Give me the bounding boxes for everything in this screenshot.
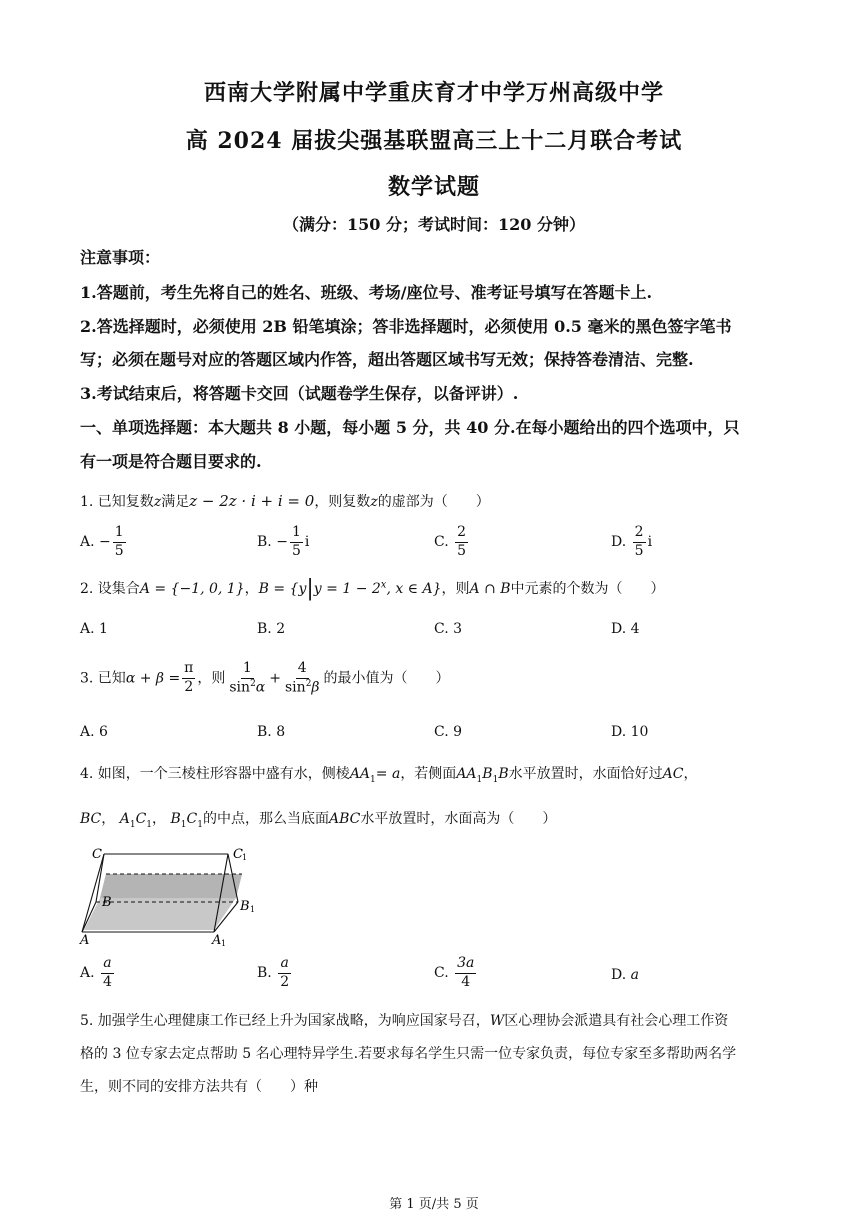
edge-bc: BC (80, 811, 102, 827)
option-label: A. (80, 534, 95, 550)
beta: β (311, 679, 320, 696)
q1-post2: 的虚部为（ ） (377, 494, 490, 510)
q3-option-d[interactable]: D. 10 (611, 724, 649, 740)
frac-num: 4 (296, 660, 309, 679)
q4-mid: ，若侧面 (400, 766, 457, 782)
q1-z2: z (370, 494, 378, 510)
q3-post: 的最小值为（ ） (323, 670, 450, 687)
sub: 1 (180, 819, 187, 830)
q4-pre: 4. 如图，一个三棱柱形容器中盛有水，侧棱 (80, 766, 350, 782)
face-end: B (498, 766, 509, 782)
intersection: A ∩ B (469, 581, 511, 597)
sin: sin (285, 679, 306, 696)
edge-b1c1: B (170, 811, 181, 827)
option-label: D. (611, 534, 627, 550)
comma: ， (683, 766, 698, 782)
comma: ， (152, 811, 167, 827)
q3-pre: 3. 已知 (80, 670, 126, 687)
question-3 (80, 660, 450, 697)
exam-title: 高 2024 届拔尖强基联盟高三上十二月联合考试 (185, 128, 683, 154)
q2-option-a[interactable]: A. 1 (80, 621, 108, 637)
q1-option-b[interactable] (257, 524, 309, 560)
frac-num: 3a (455, 955, 476, 974)
edge-b1c1-c: C (186, 811, 198, 827)
question-5-line-2: 格的 3 位专家去定点帮助 5 名心理特异学生.若要求每名学生只需一位专家负责，每位专家至多帮助两名学 (80, 1046, 737, 1062)
option-label: B. (257, 965, 272, 981)
section-heading: 一、单项选择题：本大题共 8 小题，每小题 5 分，共 40 分.在每小题给出的四个选项中，只 (80, 418, 740, 437)
label-b: B (102, 895, 112, 910)
q1-z: z (153, 494, 162, 510)
plus: + (269, 670, 281, 687)
set-a: A = {−1, 0, 1} (139, 581, 245, 597)
comma: ， (101, 811, 116, 827)
sub: 1 (197, 819, 203, 830)
sub: 1 (492, 774, 499, 785)
q2-option-b[interactable]: B. 2 (257, 621, 286, 637)
label-a1-sub: 1 (221, 939, 227, 948)
q3-option-b[interactable]: B. 8 (257, 724, 286, 740)
q2-option-c[interactable]: C. 3 (434, 621, 463, 637)
alpha: α (255, 679, 266, 696)
label-a: A (80, 933, 90, 948)
set-b-left: B = {y (258, 581, 307, 597)
edge-ac: AC (662, 766, 684, 782)
q1-pre: 1. 已知复数 (80, 494, 154, 510)
frac-num: 1 (290, 524, 303, 543)
q1-option-a[interactable] (80, 524, 128, 560)
frac-num: 1 (241, 660, 254, 679)
sub: 1 (129, 819, 136, 830)
label-b1: B (240, 899, 250, 914)
q2-post1: ，则 (441, 581, 470, 597)
q4-option-a[interactable] (80, 955, 116, 991)
q4-option-b[interactable] (257, 955, 293, 991)
q1-option-d[interactable] (611, 524, 652, 560)
frac-den: 2 (280, 973, 290, 990)
q4-option-d[interactable] (611, 967, 639, 983)
frac-den: 4 (103, 973, 112, 990)
base-abc: ABC (328, 811, 361, 827)
square: 2 (305, 678, 312, 689)
frac-den: 4 (461, 973, 471, 990)
notice-title: 注意事项： (80, 248, 161, 267)
label-c1-sub: 1 (242, 853, 248, 862)
notice-item-2: 2.答选择题时，必须使用 2B 铅笔填涂；答非选择题时，必须使用 0.5 毫米的黑色签字笔书 (80, 317, 732, 336)
option-sign: − (276, 534, 288, 550)
eq-a: = a (375, 766, 401, 782)
notice-item-1: 1.答题前，考生先将自己的姓名、班级、考场/座位号、准考证号填写在答题卡上. (80, 283, 653, 302)
q4-option-c[interactable] (434, 955, 478, 991)
option-label: A. (80, 965, 95, 981)
question-1 (80, 491, 490, 511)
frac-num: a (278, 955, 290, 974)
notice-item-2-cont: 写；必须在题号对应的答题区域内作答，超出答题区域书写无效；保持答卷清洁、完整. (80, 350, 694, 369)
set-bar: | (306, 576, 314, 601)
frac-num: π (182, 660, 195, 679)
option-suffix: i (304, 534, 310, 550)
q4-line2-mid: 的中点，那么当底面 (202, 811, 329, 827)
label-b1-sub: 1 (250, 905, 256, 914)
sub: 1 (146, 819, 153, 830)
frac-num: 2 (455, 524, 468, 543)
question-5-line-1 (80, 1010, 728, 1030)
q3-option-c[interactable]: C. 9 (434, 724, 463, 740)
subject-title: 数学试题 (387, 174, 480, 200)
q3-alpha-beta: α + β = (125, 670, 181, 687)
district-w: W (489, 1013, 505, 1029)
option-label: B. (257, 534, 272, 550)
set-b-end: , x ∈ A} (386, 581, 442, 597)
label-a1: A (212, 933, 222, 948)
face-b: B (482, 766, 493, 782)
option-label: C. (434, 534, 449, 550)
school-names: 西南大学附属中学重庆育才中学万州高级中学 (203, 80, 664, 106)
q2-option-d[interactable]: D. 4 (611, 621, 640, 637)
question-2 (80, 578, 665, 600)
option-value: a (630, 967, 639, 983)
q4-post: 水平放置时，水面恰好过 (508, 766, 663, 782)
frac-num: a (101, 955, 113, 974)
frac-den: 5 (457, 542, 467, 559)
question-4-line-2 (80, 808, 556, 830)
option-label: C. (434, 965, 449, 981)
question-5-line-3: 生，则不同的安排方法共有（ ）种 (80, 1079, 318, 1095)
frac-den: 5 (291, 542, 301, 559)
face: AA (456, 766, 477, 782)
sub: 1 (370, 774, 376, 785)
q4-line2-post: 水平放置时，水面高为（ ） (360, 811, 557, 827)
frac-den: 5 (114, 542, 124, 559)
q2-post2: 中元素的个数为（ ） (510, 581, 665, 597)
frac-den: 5 (634, 542, 644, 559)
frac-den: 2 (184, 678, 194, 695)
label-c: C (92, 847, 102, 862)
edge-a1c1: A (119, 811, 130, 827)
option-sign: − (99, 534, 111, 550)
q2-pre: 2. 设集合 (80, 581, 140, 597)
set-b-right: y = 1 − 2 (313, 581, 381, 597)
sub: 1 (476, 774, 483, 785)
section-heading-cont: 有一项是符合题目要求的. (80, 452, 262, 471)
frac-num: 2 (633, 524, 646, 543)
page-number: 第 1 页/共 5 页 (389, 1197, 479, 1212)
edge-a1c1-c: C (135, 811, 147, 827)
option-suffix: i (647, 534, 653, 550)
notice-item-3: 3.考试结束后，将答题卡交回（试题卷学生保存，以备评讲）. (80, 384, 519, 403)
q3-option-a[interactable]: A. 6 (80, 724, 108, 740)
score-info: （满分：150 分；考试时间：120 分钟） (283, 215, 585, 234)
q3-mid: ，则 (197, 670, 226, 687)
prism-figure (78, 842, 263, 950)
label-c1: C (233, 847, 243, 862)
q1-post1: ，则复数 (314, 494, 371, 510)
option-label: D. (611, 967, 627, 983)
set-b-exponent: x (380, 579, 387, 591)
edge-aa1: AA (349, 766, 371, 782)
q2-comma: ， (244, 581, 259, 597)
q5-pre: 5. 加强学生心理健康工作已经上升为国家战略，为响应国家号召， (80, 1013, 490, 1029)
q1-option-c[interactable] (434, 524, 470, 560)
frac-num: 1 (113, 524, 126, 543)
q5-post: 区心理协会派遣具有社会心理工作资 (504, 1013, 729, 1029)
q1-equation: z − 2z · i + i = 0 (189, 492, 315, 510)
sin: sin (229, 679, 251, 696)
square: 2 (250, 678, 256, 689)
q1-mid: 满足 (161, 494, 190, 510)
question-4-line-1 (80, 763, 697, 785)
